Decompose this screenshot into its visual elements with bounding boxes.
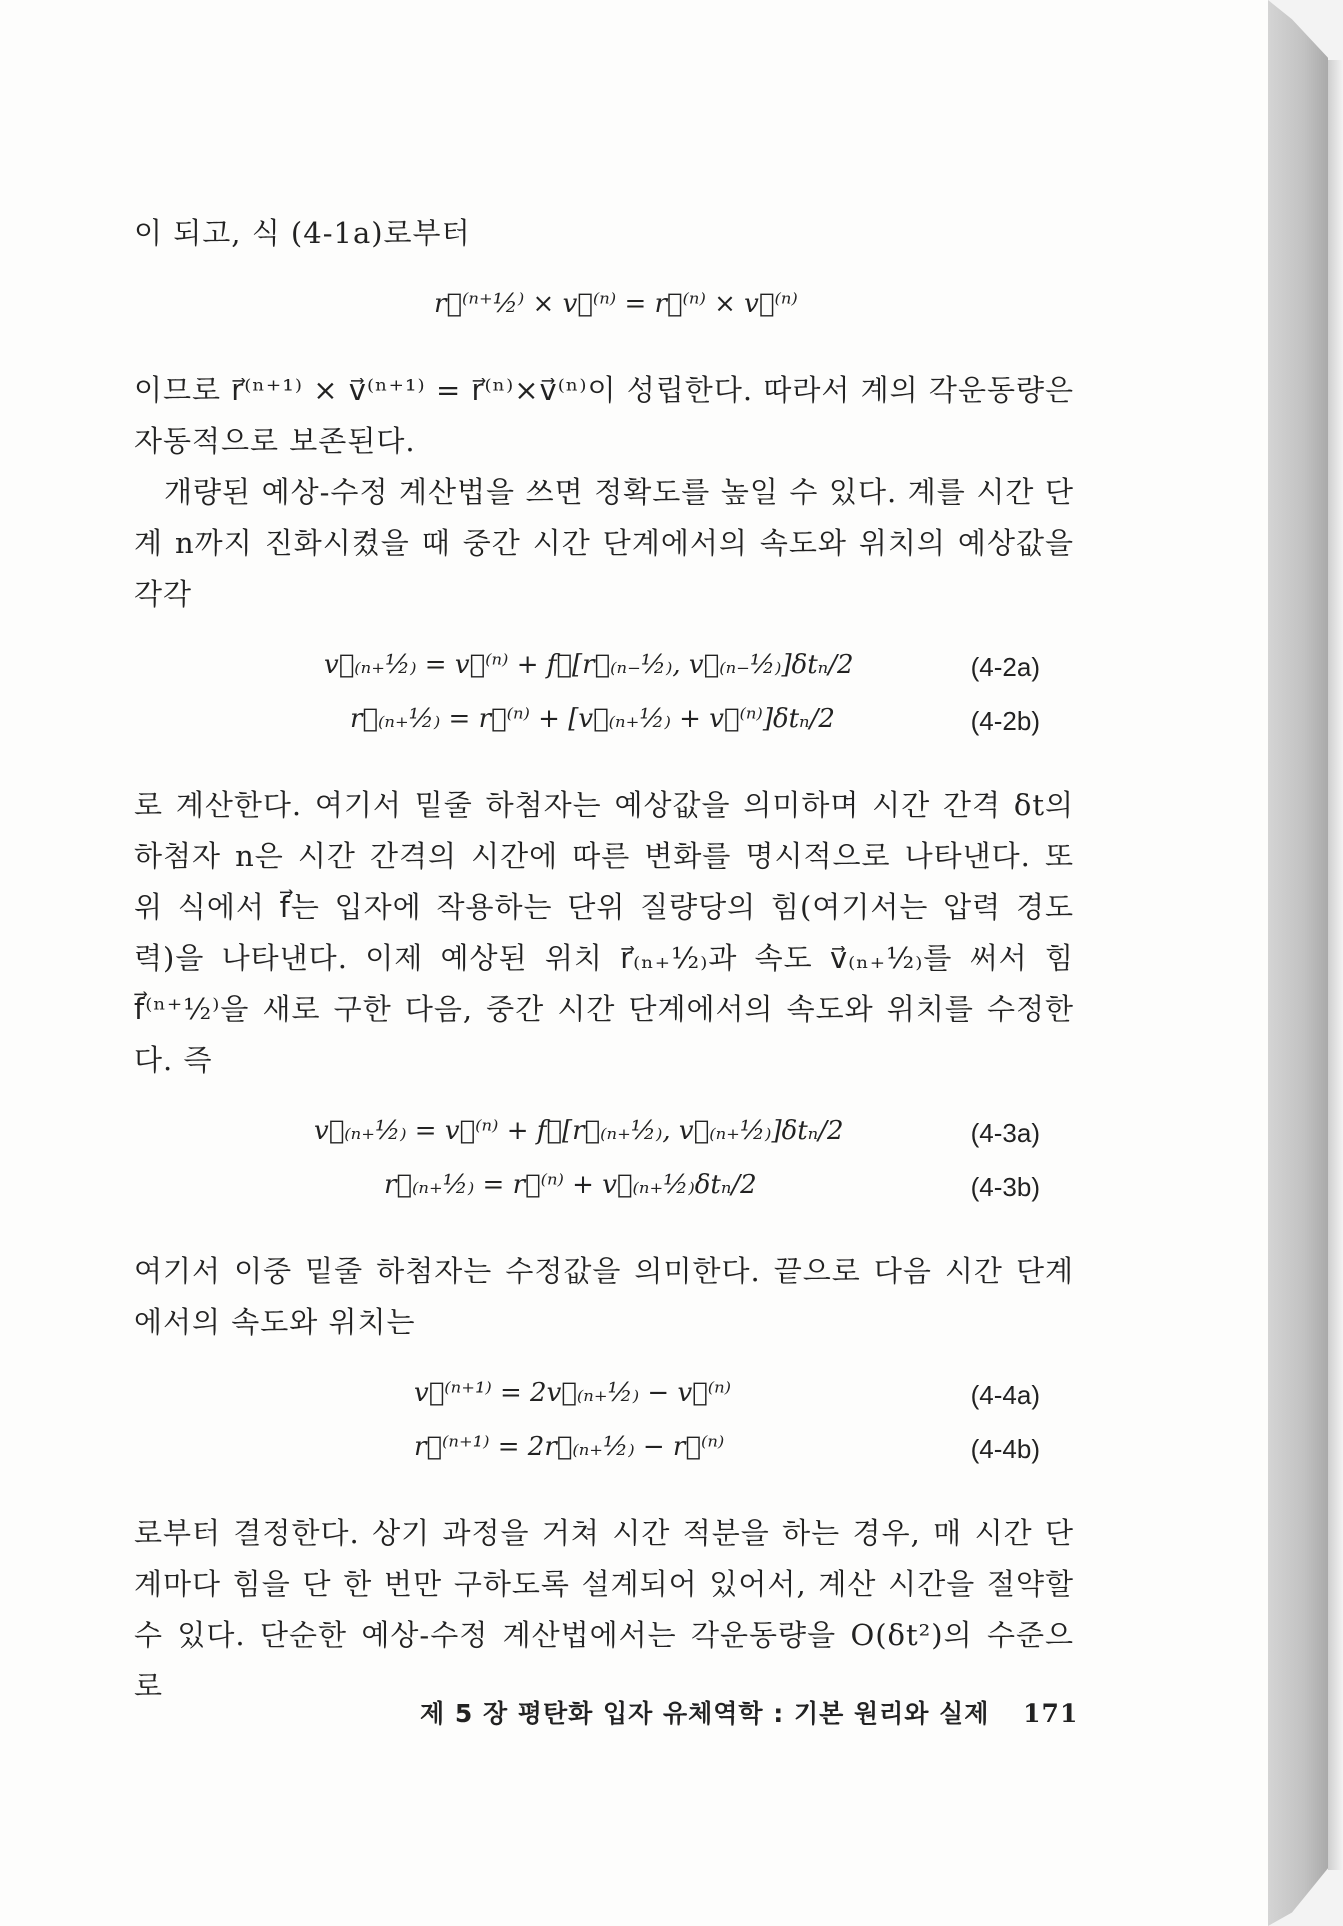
equation-4-2a: v⃗₍ₙ₊½₎ = v⃗⁽ⁿ⁾ + f⃗[r⃗₍ₙ₋½₎, v⃗₍ₙ₋½₎]δtₙ/2: [324, 650, 854, 680]
paragraph-5: 여기서 이중 밑줄 하첨자는 수정값을 의미한다. 끝으로 다음 시간 단계에서의 속도와 위치는: [134, 1254, 1074, 1339]
equation-row: [134, 1162, 1074, 1216]
page-footer: [420, 1694, 1078, 1730]
page-number: 171: [1023, 1699, 1079, 1728]
equation-row: [134, 281, 1074, 335]
equation-0: r⃗⁽ⁿ⁺½⁾ × v⃗⁽ⁿ⁾ = r⃗⁽ⁿ⁾ × v⃗⁽ⁿ⁾: [434, 289, 798, 319]
page-shadow: [1328, 60, 1343, 1870]
equation-block-3: [134, 1108, 1074, 1216]
equation-block-0: [134, 281, 1074, 335]
paragraph-4: 로 계산한다. 여기서 밑줄 하첨자는 예상값을 의미하며 시간 간격 δt의 하첨자 n은 시간 간격의 시간에 따른 변화를 명시적으로 나타낸다. 또 위 식에서 f⃗는 입자에 작용하는 단위 질량당의 힘(여기서는 압력 경도력)을 나타낸다. 이제 예상된 위치 r⃗₍ₙ₊½₎과 속도 v⃗₍ₙ₊½₎를 써서 힘 f⃗⁽ⁿ⁺½⁾을 새로 구한 다음, 중간 시간 단계에서의 속도와 위치를 수정한다. 즉: [134, 788, 1074, 1077]
equation-4-2b: r⃗₍ₙ₊½₎ = r⃗⁽ⁿ⁾ + [v⃗₍ₙ₊½₎ + v⃗⁽ⁿ⁾]δtₙ/2: [350, 704, 835, 734]
equation-block-4: [134, 1370, 1074, 1478]
equation-row: [134, 696, 1074, 750]
equation-number: (4-2b): [970, 706, 1040, 736]
equation-4-4a: v⃗⁽ⁿ⁺¹⁾ = 2v⃗₍ₙ₊½₎ − v⃗⁽ⁿ⁾: [414, 1378, 732, 1408]
equation-row: [134, 642, 1074, 696]
page-stack-edge: [1268, 0, 1328, 1926]
equation-4-4b: r⃗⁽ⁿ⁺¹⁾ = 2r⃗₍ₙ₊½₎ − r⃗⁽ⁿ⁾: [414, 1432, 725, 1462]
equation-number: (4-3b): [970, 1172, 1040, 1202]
equation-block-2: [134, 642, 1074, 750]
paragraph-6: 로부터 결정한다. 상기 과정을 거쳐 시간 적분을 하는 경우, 매 시간 단계마다 힘을 단 한 번만 구하도록 설계되어 있어서, 계산 시간을 절약할 수 있다. 단순한 예상-수정 계산법에서는 각운동량을 O(δt²)의 수준으로: [134, 1516, 1074, 1703]
paragraph-1: 이 되고, 식 (4-1a)로부터: [134, 216, 471, 250]
equation-row: [134, 1370, 1074, 1424]
equation-row: [134, 1424, 1074, 1478]
equation-4-3b: r⃗₍ₙ₊½₎ = r⃗⁽ⁿ⁾ + v⃗₍ₙ₊½₎δtₙ/2: [384, 1170, 757, 1200]
running-title: 제 5 장 평탄화 입자 유체역학 : 기본 원리와 실제: [420, 1699, 990, 1728]
equation-row: [134, 1108, 1074, 1162]
equation-number: (4-3a): [970, 1118, 1040, 1148]
equation-number: (4-4a): [970, 1380, 1040, 1410]
paragraph-2: 이므로 r⃗⁽ⁿ⁺¹⁾ × v⃗⁽ⁿ⁺¹⁾ = r⃗⁽ⁿ⁾×v⃗⁽ⁿ⁾이 성립한다. 따라서 계의 각운동량은 자동적으로 보존된다.: [134, 373, 1074, 458]
equation-number: (4-2a): [970, 652, 1040, 682]
paragraph-3: 개량된 예상-수정 계산법을 쓰면 정확도를 높일 수 있다. 계를 시간 단계 n까지 진화시켰을 때 중간 시간 단계에서의 속도와 위치의 예상값을 각각: [134, 475, 1074, 611]
page-content: [134, 208, 1074, 1712]
equation-number: (4-4b): [970, 1434, 1040, 1464]
equation-4-3a: v⃗₍ₙ₊½₎ = v⃗⁽ⁿ⁾ + f⃗[r⃗₍ₙ₊½₎, v⃗₍ₙ₊½₎]δtₙ/2: [314, 1116, 844, 1146]
